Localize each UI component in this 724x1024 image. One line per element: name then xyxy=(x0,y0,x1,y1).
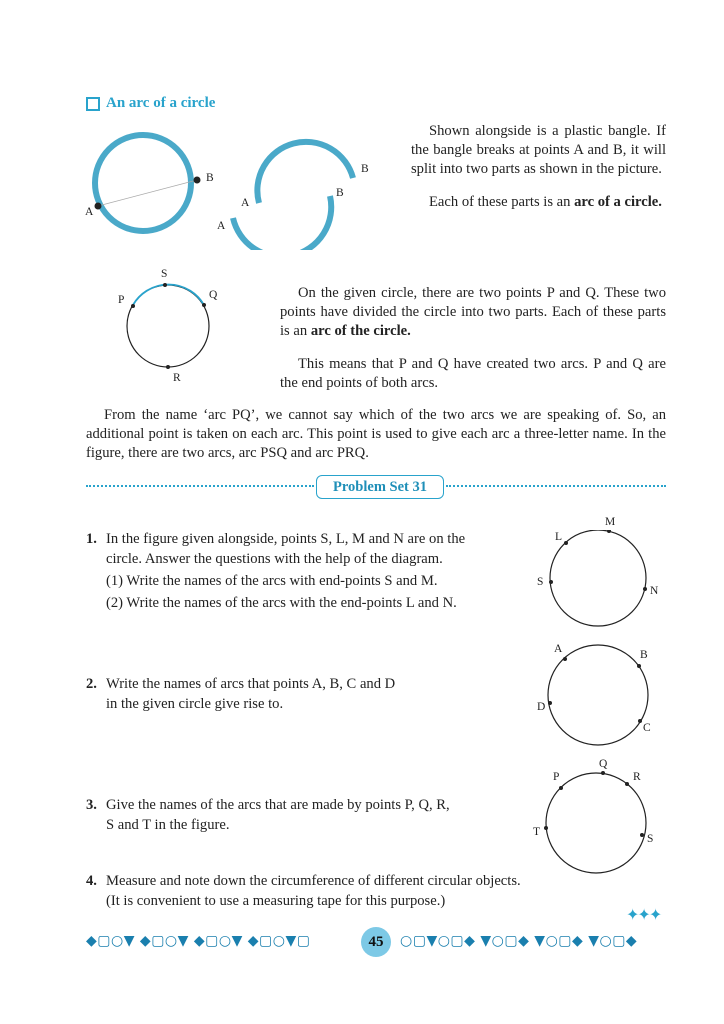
pq-para1 xyxy=(280,284,666,341)
point-s xyxy=(163,283,167,287)
q2-label-c: C xyxy=(643,722,651,734)
point-r xyxy=(166,365,170,369)
q1-label-m: M xyxy=(605,516,616,528)
pq-para1-bold: arc of the circle. xyxy=(310,323,411,339)
q1-number: 1. xyxy=(86,531,97,547)
q1-label-s: S xyxy=(537,576,544,588)
q2-label-d: D xyxy=(537,701,546,713)
page-number: 45 xyxy=(361,927,391,957)
q3-label-s: S xyxy=(647,833,654,845)
q4-line1: Measure and note down the circumference of different circular objects. xyxy=(106,873,521,889)
point-q xyxy=(202,303,206,307)
point-b xyxy=(194,177,201,184)
q2-line1: Write the names of arcs that points A, B, C and D xyxy=(106,676,396,692)
bangle-para2-bold: arc of a circle. xyxy=(574,194,662,210)
point-p xyxy=(131,304,135,308)
section-heading xyxy=(86,95,215,112)
q3-line1: Give the names of the arcs that are made by points P, Q, R, xyxy=(106,797,450,813)
q1-point-s xyxy=(549,580,553,584)
stars-icon: ✦✦✦ xyxy=(626,905,661,924)
banner-dots-right xyxy=(446,485,666,487)
q1-sub2: (2) Write the names of the arcs with the end-points L and N. xyxy=(106,595,457,611)
problem-set-title: Problem Set 31 xyxy=(316,475,444,499)
question-1 xyxy=(86,529,531,613)
arc-name-para: From the name ‘arc PQ’, we cannot say which of the two arcs we are speaking of. So, an additional point is taken on each arc. This point is used to give each arc a three-letter name. In the figure, there are two arcs, arc PSQ and arc PRQ. xyxy=(86,407,666,461)
pq-text xyxy=(280,284,666,393)
q3-point-s xyxy=(640,833,644,837)
q1-line2: circle. Answer the questions with the help of the diagram. xyxy=(106,551,443,567)
q2-label-b: B xyxy=(640,649,648,661)
q3-label-p: P xyxy=(553,771,560,783)
fig2-label-b2: B xyxy=(336,187,344,199)
bangle-circle xyxy=(95,135,191,231)
q3-label-q: Q xyxy=(599,758,608,770)
fig3-label-r: R xyxy=(173,372,181,384)
q2-number: 2. xyxy=(86,676,97,692)
q1-point-m xyxy=(607,530,611,533)
fig3-label-s: S xyxy=(161,268,168,280)
question-2 xyxy=(86,674,486,714)
q3-circle-figure xyxy=(540,771,652,875)
q3-number: 3. xyxy=(86,797,97,813)
q2-circle xyxy=(548,645,648,745)
pq-para1-text: On the given circle, there are two points P and Q. These two points have divided the circle into two parts. Each of these parts is an xyxy=(280,285,666,339)
fig3-label-q: Q xyxy=(209,289,218,301)
footer-ornament-right: ○▢▼○▢◆ ▼○▢◆ ▼○▢◆ ▼○▢◆ xyxy=(400,933,638,949)
q2-circle-figure xyxy=(545,642,653,746)
bangle-para1: Shown alongside is a plastic bangle. If the bangle breaks at points A and B, it will split into two parts as shown in the picture. xyxy=(411,123,666,177)
bangle-para2 xyxy=(411,193,666,212)
q4-line2: (It is convenient to use a measuring tape for this purpose.) xyxy=(106,893,446,909)
q3-point-q xyxy=(601,771,605,775)
q2-point-d xyxy=(548,701,552,705)
q3-label-t: T xyxy=(533,826,541,838)
q1-circle xyxy=(550,530,646,626)
q2-point-a xyxy=(563,657,567,661)
bangle-para2-text: Each of these parts is an xyxy=(429,194,575,210)
bangle-text xyxy=(411,122,666,212)
question-4 xyxy=(86,871,666,911)
section-heading-text: An arc of a circle xyxy=(106,95,216,111)
q3-line2: S and T in the figure. xyxy=(106,817,230,833)
square-bullet-icon xyxy=(86,97,100,111)
pq-circle-figure xyxy=(120,278,220,378)
q1-circle-figure xyxy=(543,530,653,634)
q1-label-l: L xyxy=(555,531,563,543)
q1-sub1: (1) Write the names of the arcs with end-points S and M. xyxy=(106,573,438,589)
fig1-label-a: A xyxy=(85,206,94,218)
broken-bangle-figure xyxy=(220,120,370,250)
q3-label-r: R xyxy=(633,771,641,783)
fig3-label-p: P xyxy=(118,294,125,306)
q1-line1: In the figure given alongside, points S, L, M and N are on the xyxy=(106,531,466,547)
arc-psq xyxy=(133,285,204,305)
bangle-figure xyxy=(80,128,210,240)
q1-point-n xyxy=(643,587,647,591)
q3-point-p xyxy=(559,786,563,790)
q2-point-c xyxy=(638,719,642,723)
chord-ab xyxy=(98,180,197,206)
q3-point-t xyxy=(544,826,548,830)
q3-point-r xyxy=(625,782,629,786)
fig2-label-a2: A xyxy=(217,220,226,232)
q1-label-n: N xyxy=(650,585,659,597)
fig2-label-b1: B xyxy=(361,163,369,175)
fig1-label-b: B xyxy=(206,172,214,184)
q1-point-l xyxy=(564,541,568,545)
question-3 xyxy=(86,795,506,835)
q2-line2: in the given circle give rise to. xyxy=(106,696,284,712)
banner-dots-left xyxy=(86,485,314,487)
footer-ornament-left: ◆▢○▼ ◆▢○▼ ◆▢○▼ ◆▢○▼▢ xyxy=(86,933,311,949)
q4-number: 4. xyxy=(86,873,97,889)
q2-label-a: A xyxy=(554,643,563,655)
q2-point-b xyxy=(637,664,641,668)
pq-para2: This means that P and Q have created two arcs. P and Q are the end points of both arcs. xyxy=(280,356,666,391)
fig2-label-a1: A xyxy=(241,197,250,209)
point-a xyxy=(95,203,102,210)
